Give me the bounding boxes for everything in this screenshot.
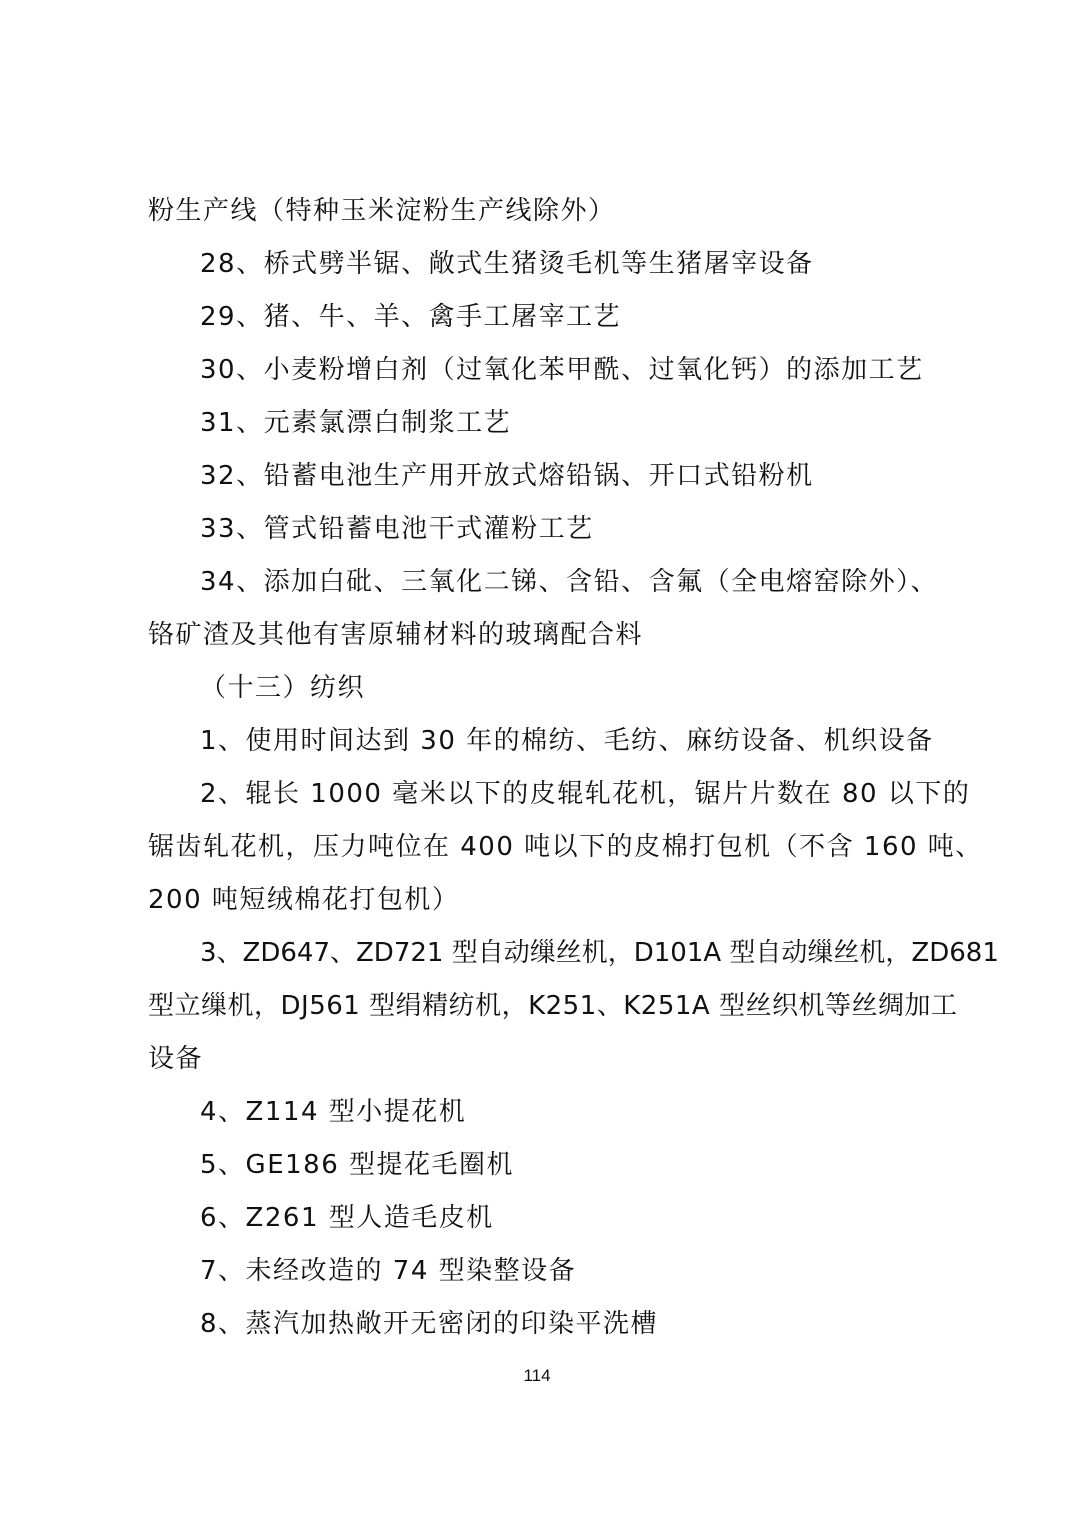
- text-line: 30、小麦粉增白剂（过氧化苯甲酰、过氧化钙）的添加工艺: [200, 355, 924, 385]
- text-line: 31、元素氯漂白制浆工艺: [200, 408, 512, 438]
- text-line: 1、使用时间达到 30 年的棉纺、毛纺、麻纺设备、机织设备: [200, 726, 934, 756]
- text-line: 28、桥式劈半锯、敞式生猪烫毛机等生猪屠宰设备: [200, 249, 814, 279]
- text-line: 8、蒸汽加热敞开无密闭的印染平洗槽: [200, 1309, 659, 1339]
- text-line: 32、铅蓄电池生产用开放式熔铅锅、开口式铅粉机: [200, 461, 814, 491]
- text-line: 200 吨短绒棉花打包机）: [148, 885, 460, 915]
- text-line: 型立缫机，DJ561 型绢精纺机，K251、K251A 型丝织机等丝绸加工: [148, 991, 958, 1021]
- text-line: 33、管式铅蓄电池干式灌粉工艺: [200, 514, 594, 544]
- text-line: 铬矿渣及其他有害原辅材料的玻璃配合料: [148, 620, 644, 650]
- text-line: 6、Z261 型人造毛皮机: [200, 1203, 494, 1233]
- text-line: 设备: [148, 1044, 204, 1074]
- page-number: 114: [523, 1366, 551, 1385]
- section-heading: （十三）纺织: [200, 673, 366, 703]
- text-line: 29、猪、牛、羊、禽手工屠宰工艺: [200, 302, 622, 332]
- text-line: 7、未经改造的 74 型染整设备: [200, 1256, 577, 1286]
- text-line: 2、辊长 1000 毫米以下的皮辊轧花机，锯片片数在 80 以下的: [200, 779, 971, 809]
- text-line: 粉生产线（特种玉米淀粉生产线除外）: [148, 196, 616, 226]
- text-line: 3、ZD647、ZD721 型自动缫丝机，D101A 型自动缫丝机，ZD681: [200, 938, 999, 968]
- text-line: 锯齿轧花机，压力吨位在 400 吨以下的皮棉打包机（不含 160 吨、: [148, 832, 983, 862]
- text-line: 34、添加白砒、三氧化二锑、含铅、含氟（全电熔窑除外）、: [200, 567, 939, 597]
- text-line: 5、GE186 型提花毛圈机: [200, 1150, 515, 1180]
- text-line: 4、Z114 型小提花机: [200, 1097, 467, 1127]
